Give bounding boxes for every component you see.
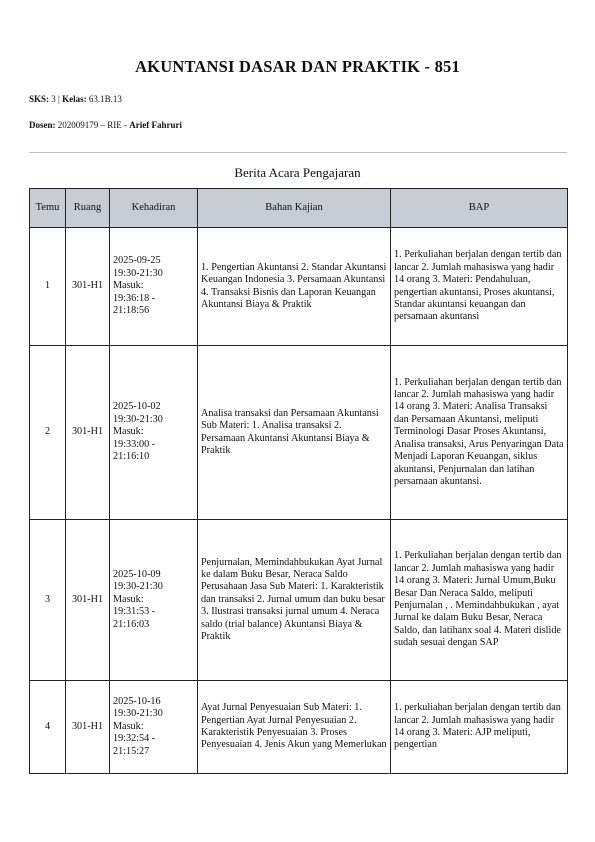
cell-kehadiran [110,520,198,681]
dosen-label: Dosen: [29,120,56,130]
course-meta [29,94,122,104]
header-bap: BAP [391,189,568,228]
kehadiran-text: 2025-10-16 19:30-21:30 Masuk: 19:32:54 - 21:15:27 [113,695,163,757]
table-row [30,228,568,346]
cell-temu: 3 [30,520,66,681]
dosen-value: 202009179 – RIE - [55,120,130,130]
kelas-label: Kelas: [62,94,87,104]
lecturer-meta [29,120,182,130]
sks-value: 3 | [49,94,63,104]
header-temu: Temu [30,189,66,228]
section-title: Berita Acara Pengajaran [234,165,361,180]
divider [29,152,567,153]
cell-ruang: 301-H1 [66,346,110,520]
cell-temu: 2 [30,346,66,520]
cell-kehadiran [110,346,198,520]
cell-bap: 1. Perkuliahan berjalan dengan tertib dan lancar 2. Jumlah mahasiswa yang hadir 14 orang 3. Materi: Jurnal Umum,Buku Besar Dan Neraca Saldo, meliputi Penjurnalan , . Memindahbukukan , ayat Jurnal ke dalam Buku Besar, Neraca Saldo, dan latihanx soal 4. Materi dislide sudah sesuai dengan SAP [391,520,568,681]
header-bahan-kajian: Bahan Kajian [198,189,391,228]
cell-temu: 1 [30,228,66,346]
cell-bahan-kajian: 1. Pengertian Akuntansi 2. Standar Akuntansi Keuangan Indonesia 3. Persamaan Akuntansi 4. Transaksi Bisnis dan Laporan Keuangan Akuntansi Biaya & Praktik [198,228,391,346]
cell-temu: 4 [30,681,66,774]
kehadiran-text: 2025-09-25 19:30-21:30 Masuk: 19:36:18 - 21:18:56 [113,255,163,317]
cell-ruang: 301-H1 [66,228,110,346]
cell-bahan-kajian: Analisa transaksi dan Persamaan Akuntansi Sub Materi: 1. Analisa transaksi 2. Persamaan Akuntansi Akuntansi Biaya & Praktik [198,346,391,520]
kehadiran-text: 2025-10-09 19:30-21:30 Masuk: 19:31:53 - 21:16:03 [113,568,163,630]
table-row [30,346,568,520]
cell-ruang: 301-H1 [66,520,110,681]
cell-bahan-kajian: Penjurnalan, Memindahbukukan Ayat Jurnal ke dalam Buku Besar, Neraca Saldo Perusahaan Jasa Sub Materi: 1. Karakteristik dan transaksi 2. Jurnal umum dan buku besar 3. Ilustrasi transaksi jurnal umum 4. Neraca saldo (trial balance) Akuntansi Biaya & Praktik [198,520,391,681]
cell-kehadiran [110,228,198,346]
document-title: AKUNTANSI DASAR DAN PRAKTIK - 851 [135,57,460,76]
cell-kehadiran [110,681,198,774]
table-row [30,681,568,774]
kelas-value: 63.1B.13 [86,94,122,104]
sks-label: SKS: [29,94,50,104]
dosen-name: Arief Fahruri [129,120,182,130]
header-ruang: Ruang [66,189,110,228]
header-kehadiran: Kehadiran [110,189,198,228]
cell-ruang: 301-H1 [66,681,110,774]
table-row [30,520,568,681]
cell-bap: 1. Perkuliahan berjalan dengan tertib dan lancar 2. Jumlah mahasiswa yang hadir 14 orang 3. Materi: Analisa Transaksi dan Persamaan Akuntansi, meliputi Terminologi Dasar Proses Akuntansi, Analisa transaksi, Arus Penyaringan Data Menjadi Laporan Keuangan, siklus akuntansi, Penjurnalan dan latihan persamaan akuntansi. [391,346,568,520]
cell-bap: 1. Perkuliahan berjalan dengan tertib dan lancar 2. Jumlah mahasiswa yang hadir 14 orang 3. Materi: Pendahuluan, pengertian akuntansi, Proses akuntansi, Standar akuntansi keuangan dan persamaan akuntansi [391,228,568,346]
table-header-row [30,189,568,228]
kehadiran-text: 2025-10-02 19:30-21:30 Masuk: 19:33:00 - 21:16:10 [113,401,163,463]
cell-bahan-kajian: Ayat Jurnal Penyesuaian Sub Materi: 1. Pengertian Ayat Jurnal Penyesuaian 2. Karakteristik Penyesuaian 3. Proses Penyesuaian 4. Jenis Akun yang Memerlukan [198,681,391,774]
cell-bap: 1. perkuliahan berjalan dengan tertib dan lancar 2. Jumlah mahasiswa yang hadir 14 orang 3. Materi: AJP meliputi, pengertian [391,681,568,774]
bap-table [29,188,568,774]
